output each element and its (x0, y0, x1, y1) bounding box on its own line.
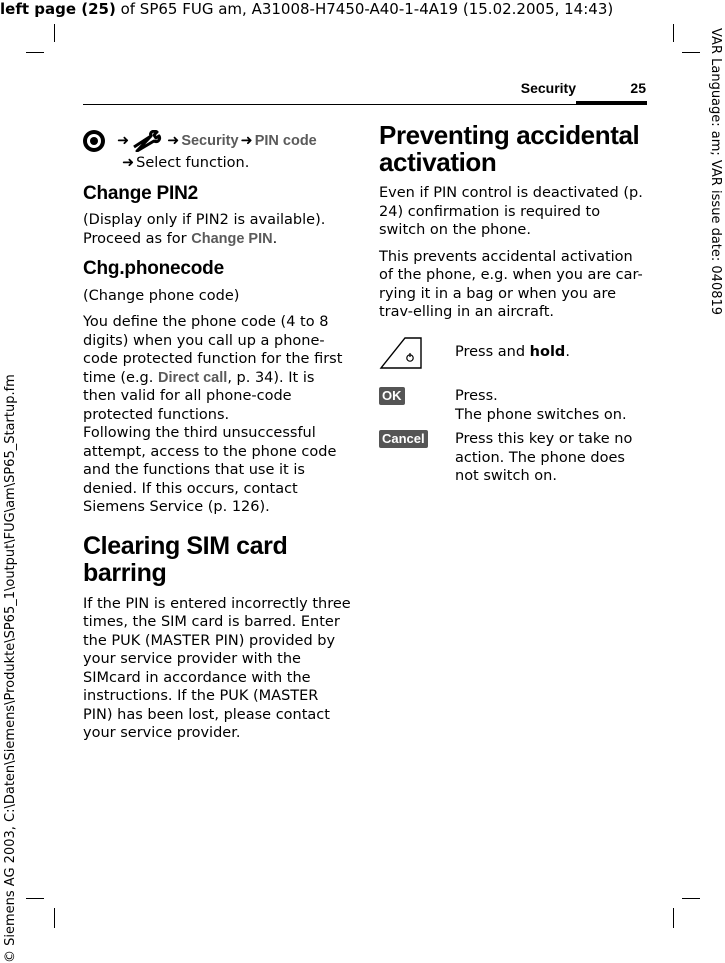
left-column (83, 128, 351, 751)
crop-mark (26, 898, 44, 899)
navigation-key-icon (83, 130, 105, 152)
crop-mark (682, 52, 700, 53)
key-cell (379, 336, 455, 376)
wrench-icon (131, 130, 165, 152)
select-function-text: Select function. (136, 155, 250, 171)
chg-phonecode-text (83, 313, 351, 424)
text-run: , p. 34). It is then valid for all phone-code protected functions. (83, 369, 315, 423)
key-row-power (379, 336, 647, 376)
copyright-path-text: © Siemens AG 2003, C:\Daten\Siemens\Produkte\SP65_1\output\FUG\am\SP65_Startup.fm (3, 374, 18, 963)
text-run: . (272, 230, 278, 247)
text-run: . (565, 343, 570, 360)
preventing-text-2: This prevents accidental activation of the phone, e.g. when you are car-rying it in a bag or when you are trav-elling in an aircraft. (379, 248, 643, 320)
text-run: The phone switches on. (455, 406, 627, 423)
text-run: (Display only if PIN2 is available). Proceed as for (83, 212, 326, 247)
crop-mark (673, 908, 674, 928)
print-info-page: left page (25) (0, 0, 116, 18)
preventing-text-1: Even if PIN control is deactivated (p. 24) confirmation is required to switch on the phone. (379, 185, 643, 238)
menu-item-pin-code: PIN code (254, 132, 317, 149)
key-cell (379, 430, 455, 486)
arrow-icon: ➜ (122, 155, 135, 171)
menu-ref-change-pin: Change PIN (191, 230, 273, 247)
menu-path-line2 (83, 154, 351, 173)
header-page-bar (576, 101, 647, 105)
print-info-details: of SP65 FUG am, A31008-H7450-A40-1-4A19 (15.02.2005, 14:43) (115, 0, 614, 18)
heading-clearing-sim: Clearing SIM card barring (83, 531, 288, 587)
key-desc: Press this key or take no action. The phone does not switch on. (455, 431, 633, 484)
text-run: Press. (455, 388, 498, 404)
cancel-key-badge: Cancel (379, 430, 428, 448)
key-desc (455, 336, 647, 376)
key-desc (455, 387, 647, 424)
text-run: Press and (455, 343, 530, 360)
menu-item-security: Security (181, 132, 239, 149)
crop-mark (54, 24, 55, 42)
menu-ref-direct-call: Direct call (157, 369, 228, 386)
right-column (379, 122, 647, 492)
key-table (379, 336, 647, 486)
header-rule (83, 104, 647, 105)
ok-key-badge: OK (379, 387, 405, 405)
key-cell (379, 387, 455, 424)
arrow-icon: ➜ (117, 132, 130, 149)
menu-path (83, 128, 351, 154)
heading-chg-phonecode: Chg.phonecode (83, 258, 224, 279)
change-pin2-text (83, 211, 351, 248)
copyright-path-note (0, 374, 20, 963)
key-row-cancel (379, 430, 647, 486)
text-run: You define the phone code (4 to 8 digits) when you call up a phone-code protected function for the first time (e.g. (83, 314, 343, 386)
crop-mark (673, 24, 674, 42)
heading-change-pin2: Change PIN2 (83, 182, 198, 204)
chg-phonecode-warning: Following the third unsuccessful attempt, access to the phone code and the functions that use it is denied. If this occurs, contact Siemens Service (p. 126). (83, 425, 337, 515)
clearing-sim-text: If the PIN is entered incorrectly three times, the SIM card is barred. Enter the PUK (MASTER PIN) provided by your service provider with the SIMcard in accordance with the instructions. If the PUK (MASTER PIN) has been lost, please contact your service provider. (83, 595, 351, 741)
chg-phonecode-intro: (Change phone code) (83, 287, 240, 304)
crop-mark (54, 908, 55, 928)
crop-mark (26, 52, 44, 53)
page-number: 25 (630, 80, 646, 96)
text-run-bold: hold (529, 343, 566, 360)
arrow-icon: ➜ (167, 132, 180, 149)
crop-mark (682, 898, 700, 899)
heading-preventing-activation: Preventing accidental activation (379, 120, 640, 177)
power-key-icon (379, 336, 423, 370)
arrow-icon: ➜ (240, 132, 253, 149)
section-title: Security (520, 80, 576, 96)
key-row-ok (379, 387, 647, 424)
var-language-note (707, 28, 725, 348)
var-language-text: VAR Language: am; VAR issue date: 040819 (708, 28, 723, 316)
print-info-line (0, 0, 613, 18)
